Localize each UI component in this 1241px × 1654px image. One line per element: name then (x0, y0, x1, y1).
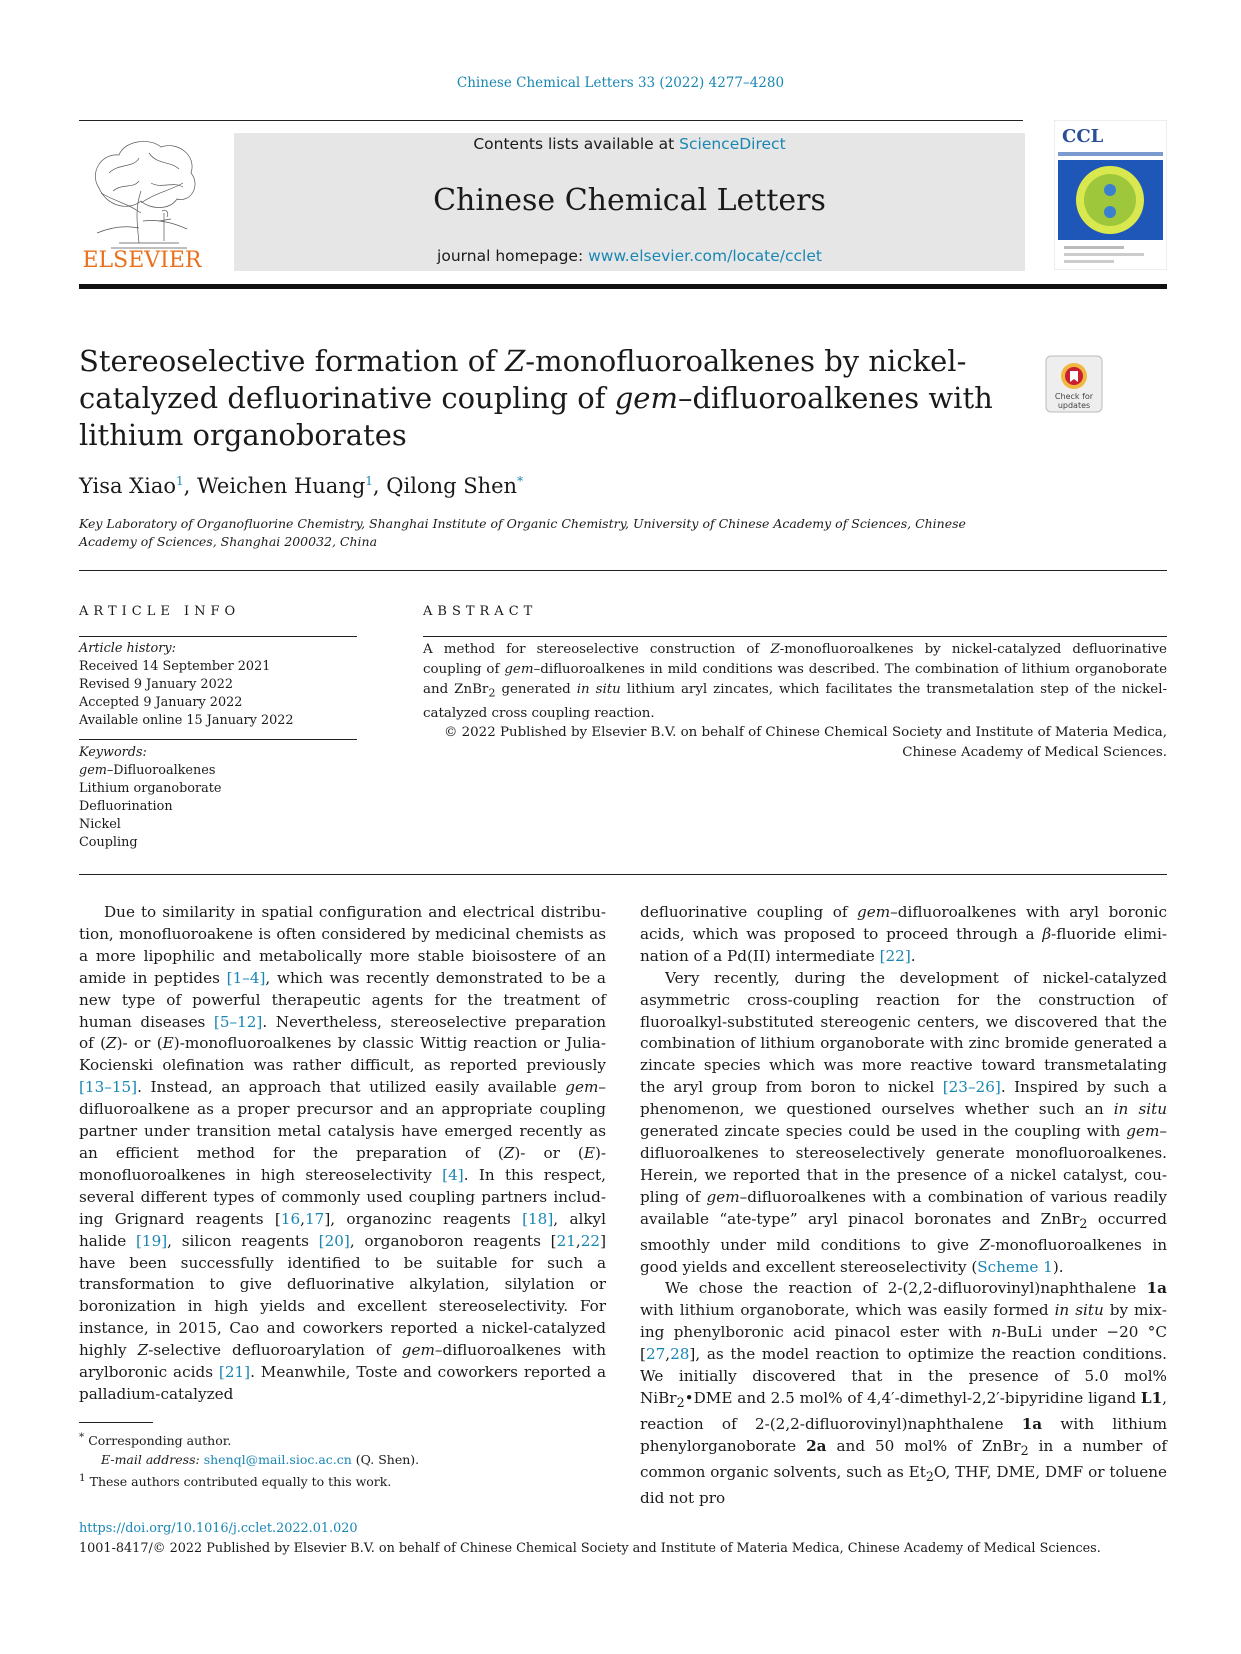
accepted-date: Accepted 9 January 2022 (79, 695, 243, 710)
keyword-item: Nickel (79, 817, 121, 832)
body-paragraph: Due to similarity in spatial configuration and electrical distribution, monofluoroakene is often considered by medicinal chemists as a more lipophilic and metabolically more stable bioisostere of an amide in peptides [1–4], which was recently demonstrated to be a new type of powerful therapeutic agents for the treatment of human diseases [5–12]. Nevertheless, stereoselective preparation of (Z)- or (E)-monofluoroalkenes by classic Wittig reaction or Julia-Kocienski olefination was rather difficult, as reported previously [13–15]. Instead, an approach that utilized easily available gem–difluoroalkene as a proper precursor and an appropriate coupling partner under transition metal catalysis have emerged recently as an efficient method for the preparation of (Z)- or (E)-monofluoroalkenes in high stereoselectivity [4]. In this respect, several different types of commonly used coupling partners including Grignard reagents [16,17], organozinc reagents [18], alkyl halide [19], silicon reagents [20], organoboron reagents [21,22] have been successfully identified to be suitable for such a transformation to give defluorinative alkylation, silylation or boronization in high yields and excellent stereoselectivity. For instance, in 2015, Cao and coworkers reported a nickel-catalyzed highly Z-selective defluoroarylation of gem–difluoroalkenes with arylboronic acids [21]. Meanwhile, Toste and coworkers reported a palladium-catalyzed (79, 903, 606, 1403)
equal-contribution-note: $^1$ These authors contributed equally to this work. (79, 1472, 392, 1490)
svg-text:Check for: Check for (1054, 392, 1094, 401)
citation-link[interactable]: 17 (304, 1209, 325, 1228)
journal-cover-thumbnail[interactable] (1054, 120, 1167, 270)
keyword-item: Defluorination (79, 799, 173, 814)
author-list: Yisa Xiao$^1$, Weichen Huang$^1$, Qilong Shen* (79, 474, 524, 498)
citation-link[interactable]: [21] (218, 1363, 251, 1382)
author-name: Qilong Shen (386, 474, 518, 498)
author-name: Weichen Huang (197, 474, 366, 498)
journal-reference-link[interactable]: Chinese Chemical Letters 33 (2022) 4277–4280 (456, 75, 785, 91)
citation-link[interactable]: 21 (556, 1231, 576, 1250)
elsevier-logo (79, 133, 205, 273)
journal-masthead (234, 133, 1025, 271)
citation-link[interactable]: [5–12] (213, 1012, 263, 1031)
author-name: Yisa Xiao (79, 474, 177, 498)
article-history (79, 640, 359, 730)
citation-link[interactable]: [4] (442, 1165, 464, 1184)
citation-link[interactable]: [13–15] (79, 1078, 138, 1097)
section-rule (79, 570, 1167, 571)
issn-copyright: 1001-8417/© 2022 Published by Elsevier B.V. on behalf of Chinese Chemical Society and Institute of Materia Medica, Chinese Academy of Medical Sciences. (79, 1541, 1101, 1556)
revised-date: Revised 9 January 2022 (79, 677, 233, 692)
online-date: Available online 15 January 2022 (79, 713, 294, 728)
corresponding-author-mark[interactable]: * (517, 474, 524, 488)
body-paragraph: We chose the reaction of 2-(2,2-difluorovinyl)naphthalene 1a with lithium organoborate, which was easily formed in situ by mixing phenylboronic acid pinacol ester with n-BuLi under −20 °C [27,28], as the model reaction to optimize the reaction conditions. We initially discovered that in the presence of 5.0 mol% NiBr$_2$•DME and 2.5 mol% of 4,4′-dimethyl-2,2′-bipyridine ligand L1, reaction of 2-(2,2-difluorovinyl)naphthalene 1a with lithium phenylorganoborate 2a and 50 mol% of ZnBr$_2$ in a number of common organic solvents, such as $Et_2O$, THF, DME, DMF or toluene did not pro (640, 1279, 1168, 1507)
author-footnote-mark[interactable]: 1 (176, 474, 184, 488)
article-info-heading: ARTICLE INFO (79, 604, 241, 619)
masthead-thick-rule (79, 284, 1167, 289)
citation-link[interactable]: Scheme 1 (977, 1257, 1053, 1276)
check-for-updates-button[interactable] (1045, 355, 1103, 413)
keyword-item: Lithium organoborate (79, 781, 222, 796)
doi-link[interactable]: https://doi.org/10.1016/j.cclet.2022.01.020 (79, 1521, 358, 1536)
homepage-line (234, 247, 1025, 265)
email-note: E-mail address: shenql@mail.sioc.ac.cn (Q. Shen). (101, 1451, 420, 1467)
author-footnote-mark[interactable]: 1 (365, 474, 373, 488)
history-label: Article history: (79, 641, 176, 656)
keywords-block (79, 744, 359, 852)
footnotes (79, 1428, 599, 1492)
received-date: Received 14 September 2021 (79, 659, 271, 674)
svg-text:updates: updates (1057, 401, 1091, 410)
abstract-rule (423, 636, 1167, 637)
contents-line (234, 133, 1025, 155)
affiliation: Key Laboratory of Organofluorine Chemistry, Shanghai Institute of Organic Chemistry, University of Chinese Academy of Sciences, Chinese Academy of Sciences, Shanghai 200032, China (79, 516, 966, 549)
elsevier-tree-icon (79, 133, 205, 273)
body-paragraph: defluorinative coupling of gem–difluoroalkenes with aryl boronic acids, which was proposed to proceed through a β-fluoride elimination of a Pd(II) intermediate [22]. (640, 903, 1168, 965)
keywords-label: Keywords: (79, 745, 147, 760)
citation-link[interactable]: [1–4] (226, 968, 266, 987)
article-info-rule (79, 636, 357, 637)
corresponding-author-note: * Corresponding author. (79, 1431, 232, 1449)
citation-link[interactable]: 16 (280, 1209, 301, 1228)
keywords-rule (79, 739, 357, 740)
svg-text:CCL: CCL (1062, 126, 1104, 147)
body-column-left (79, 902, 606, 1406)
body-column-right (640, 902, 1167, 1510)
homepage-prefix: journal homepage: (437, 247, 589, 265)
homepage-link[interactable]: www.elsevier.com/locate/cclet (588, 247, 822, 265)
svg-text:ELSEVIER: ELSEVIER (82, 248, 202, 273)
citation-link[interactable]: 28 (670, 1345, 690, 1364)
journal-title: Chinese Chemical Letters (433, 183, 826, 218)
keyword-item: Coupling (79, 835, 138, 850)
body-paragraph: Very recently, during the development of nickel-catalyzed asymmetric cross-coupling reaction for the construction of fluoroalkyl-substituted stereogenic centers, we discovered that the combination of lithium organoborate with zinc bromide generated a zincate species which was more reactive toward transmetalating the aryl group from boron to nickel [23–26]. Inspired by such a phenomenon, we questioned ourselves whether such an in situ generated zincate species could be used in the coupling with gem–difluoroalkenes to stereoselectively generate monofluoroalkenes. Herein, we reported that in the presence of a nickel catalyst, coupling of gem–difluoroalkenes with a combination of various readily available “ate-type” aryl pinacol boronates and ZnBr$_2$ occurred smoothly under mild conditions to give Z-monofluoroalkenes in good yields and excellent stereoselectivity (Scheme 1). (640, 968, 1168, 1276)
sciencedirect-link[interactable]: ScienceDirect (679, 135, 786, 153)
citation-link[interactable]: [20] (318, 1231, 350, 1250)
keyword-item: gem–Difluoroalkenes (79, 763, 216, 778)
footnote-rule (79, 1422, 153, 1423)
citation-link[interactable]: [19] (135, 1231, 168, 1250)
abstract-copyright: © 2022 Published by Elsevier B.V. on behalf of Chinese Chemical Society and Institute of Materia Medica, Chinese Academy of Medical Sciences. (443, 725, 1167, 760)
citation-link[interactable]: [23–26] (942, 1078, 1001, 1097)
citation-link[interactable]: [22] (879, 946, 911, 965)
abstract-heading: ABSTRACT (423, 604, 538, 619)
citation-link[interactable]: [18] (522, 1209, 554, 1228)
article-title: Stereoselective formation of Z-monofluoroalkenes by nickel-catalyzed defluorinative coupling of gem–difluoroalkenes with lithium organoborates (79, 344, 993, 452)
body-rule (79, 874, 1167, 875)
abstract-text: A method for stereoselective construction of Z-monofluoroalkenes by nickel-catalyzed defluorinative coupling of gem–difluoroalkenes in mild conditions was described. The combination of lithium organoborate and ZnBr$_2$ generated in situ lithium aryl zincates, which facilitates the transmetalation step of the nickel-catalyzed cross coupling reaction. (423, 642, 1168, 721)
email-link[interactable]: shenql@mail.sioc.ac.cn (203, 1451, 352, 1467)
citation-link[interactable]: 27 (645, 1345, 666, 1364)
contents-prefix: Contents lists available at (473, 135, 680, 153)
citation-link[interactable]: 22 (580, 1231, 601, 1250)
header-rule (79, 120, 1023, 121)
